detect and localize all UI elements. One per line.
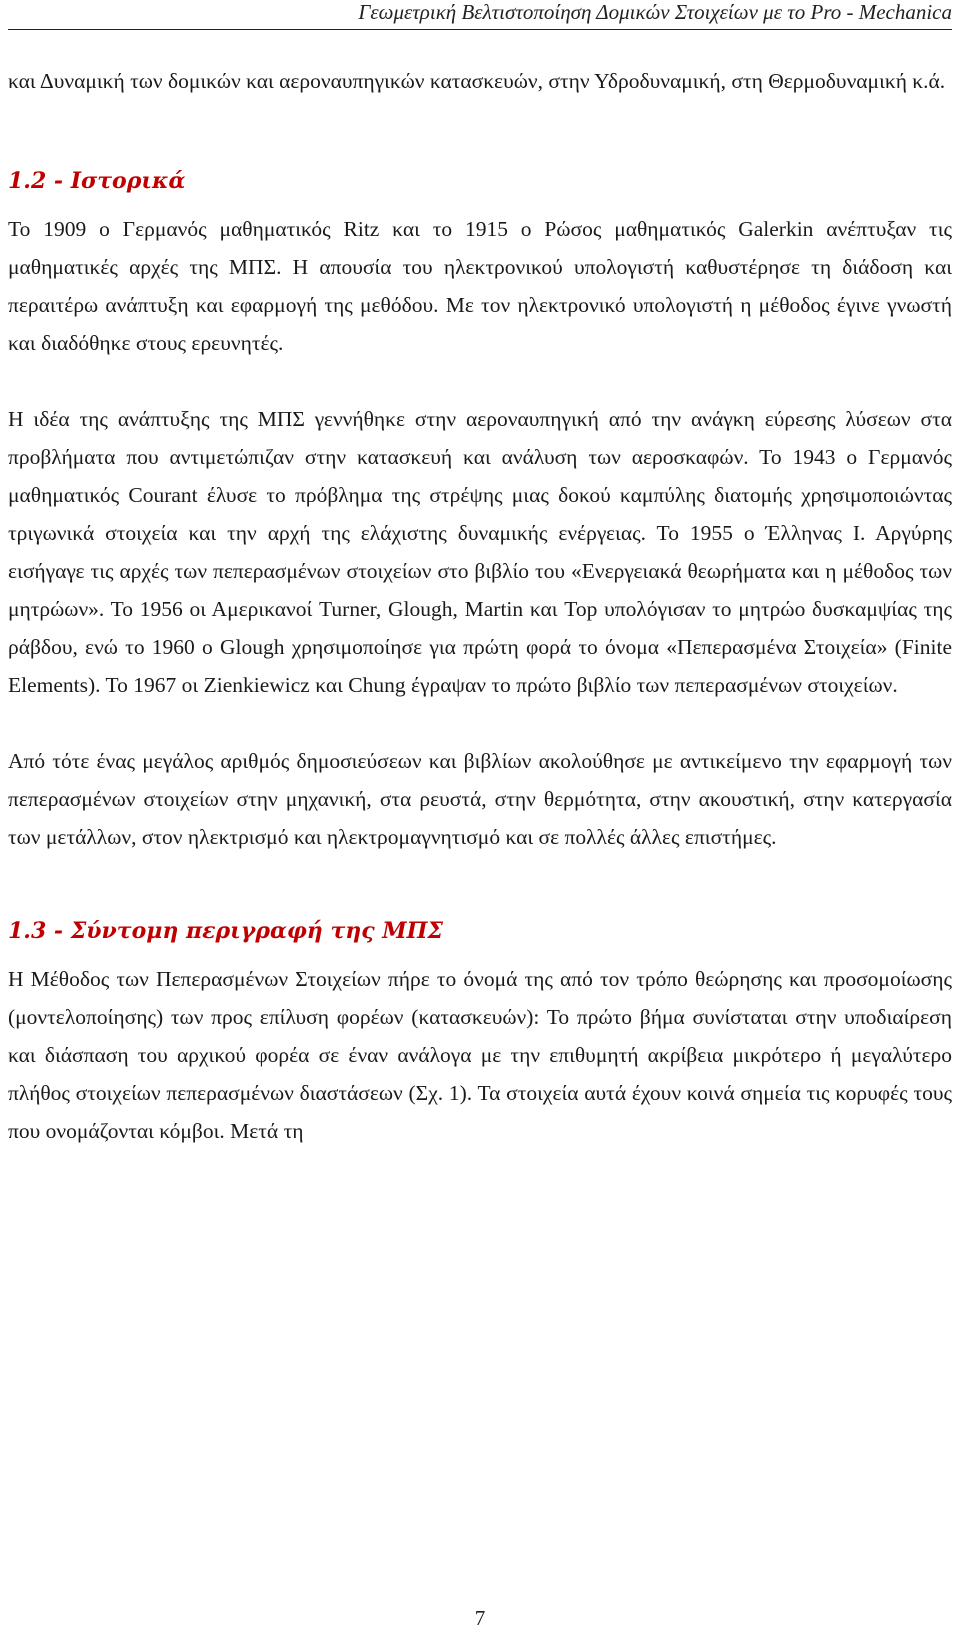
- paragraph-history-applications: Από τότε ένας μεγάλος αριθμός δημοσιεύσεων και βιβλίων ακολούθησε με αντικείμενο την εφαρμογή των πεπερασμένων στοιχείων στην μηχανική, στα ρευστά, στην θερμότητα, στην ακουστική, στην κατεργασία των μετάλλων, στον ηλεκτρισμό και ηλεκτρομαγνητισμό και σε πολλές άλλες επιστήμες.: [8, 749, 952, 849]
- page-number: 7: [474, 1606, 486, 1630]
- paragraph-continuation: και Δυναμική των δομικών και αεροναυπηγικών κατασκευών, στην Υδροδυναμική, στη Θερμοδυναμική κ.ά.: [8, 69, 946, 93]
- header-rule: [8, 29, 952, 30]
- paragraph-history-development: Η ιδέα της ανάπτυξης της ΜΠΣ γεννήθηκε στην αεροναυπηγική από την ανάγκη εύρεσης λύσεων στα προβλήματα που αντιμετώπιζαν στην κατασκευή και ανάλυση των αεροσκαφών. Το 1943 ο Γερμανός μαθηματικός Courant έλυσε το πρόβλημα της στρέψης μιας δοκού καμπύλης διατομής χρησιμοποιώντας τριγωνικά στοιχεία και την αρχή της ελάχιστης δυναμικής ενέργειας. Το 1955 ο Έλληνας Ι. Αργύρης εισήγαγε τις αρχές των πεπερασμένων στοιχείων στο βιβλίο του «Ενεργειακά θεωρήματα και η μέθοδος των μητρώων». Το 1956 οι Αμερικανοί Turner, Glough, Martin και Top υπολόγισαν το μητρώο δυσκαμψίας της ράβδου, ενώ το 1960 ο Glough χρησιμοποίησε για πρώτη φορά το όνομα «Πεπερασμένα Στοιχεία» (Finite Elements). Το 1967 οι Zienkiewicz και Chung έγραψαν το πρώτο βιβλίο των πεπερασμένων στοιχείων.: [8, 407, 952, 697]
- section-heading-history: 1.2 - Ιστορικά: [8, 168, 186, 194]
- running-header: Γεωμετρική Βελτιστοποίηση Δομικών Στοιχείων με το Pro - Mechanica: [358, 0, 952, 24]
- page-content: [8, 62, 952, 1150]
- paragraph-method-description: Η Μέθοδος των Πεπερασμένων Στοιχείων πήρε το όνομά της από τον τρόπο θεώρησης και προσομοίωσης (μοντελοποίησης) των προς επίλυση φορέων (κατασκευών): Το πρώτο βήμα συνίσταται στην υποδιαίρεση και διάσπαση του αρχικού φορέα σε έναν ανάλογα με την επιθυμητή ακρίβεια μικρότερο ή μεγαλύτερο πλήθος στοιχείων πεπερασμένων διαστάσεων (Σχ. 1). Τα στοιχεία αυτά έχουν κοινά σημεία τις κορυφές τους που ονομάζονται κόμβοι. Μετά τη: [8, 967, 952, 1143]
- paragraph-history-origins: Το 1909 ο Γερμανός μαθηματικός Ritz και το 1915 ο Ρώσος μαθηματικός Galerkin ανέπτυξαν τις μαθηματικές αρχές της ΜΠΣ. Η απουσία του ηλεκτρονικού υπολογιστή καθυστέρησε τη διάδοση και περαιτέρω ανάπτυξη και εφαρμογή της μεθόδου. Με τον ηλεκτρονικό υπολογιστή η μέθοδος έγινε γνωστή και διαδόθηκε στους ερευνητές.: [8, 217, 952, 355]
- section-heading-description: 1.3 - Σύντομη περιγραφή της ΜΠΣ: [8, 918, 443, 944]
